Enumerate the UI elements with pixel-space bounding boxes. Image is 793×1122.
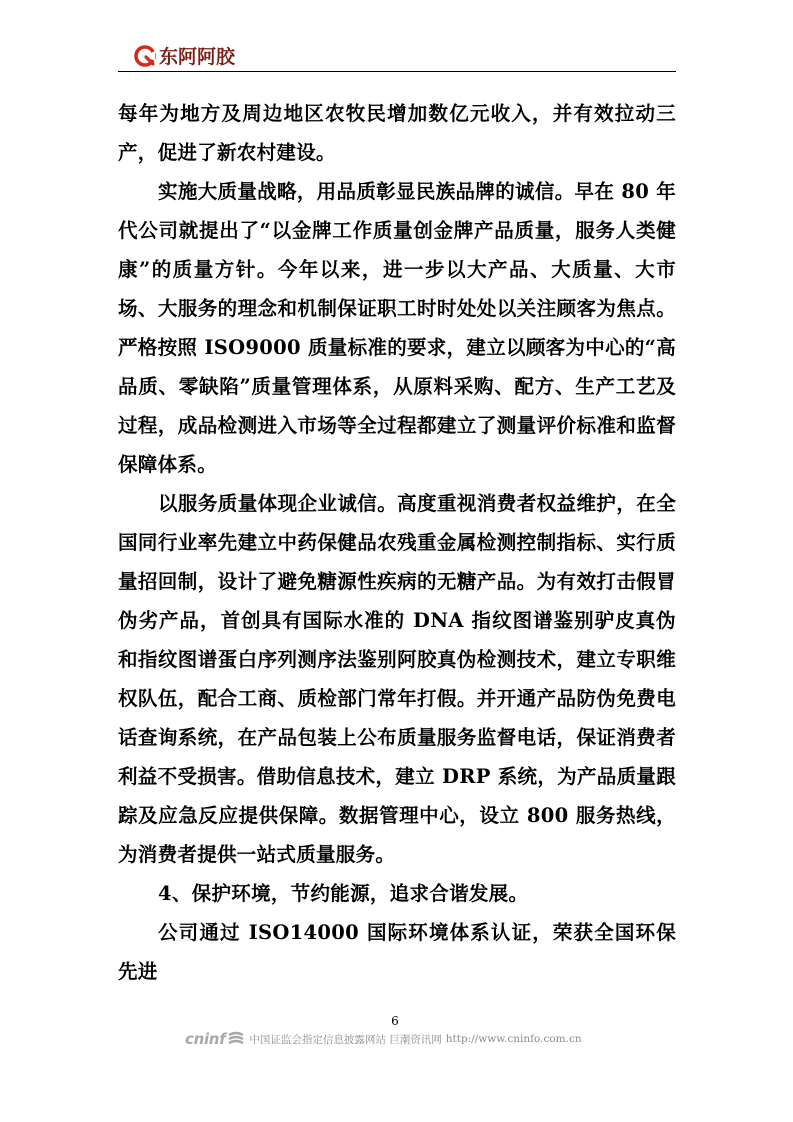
section-heading: 4、保护环境，节约能源，追求合谐发展。 bbox=[158, 882, 529, 905]
logo-text: 东阿阿胶 bbox=[159, 46, 236, 68]
dong-e-ejiao-logo-icon bbox=[134, 45, 156, 67]
paragraph: 每年为地方及周边地区农牧民增加数亿元收入，并有效拉动三产，促进了新农村建设。 bbox=[118, 102, 676, 164]
company-logo bbox=[134, 42, 235, 69]
footer-text: 中国证监会指定信息披露网站 巨潮资讯网 bbox=[249, 1033, 442, 1046]
page-footer bbox=[185, 1029, 582, 1049]
paragraph: 实施大质量战略，用品质彰显民族品牌的诚信。早在 80 年代公司就提出了“以金牌工作质量创金牌产品质量，服务人类健康”的质量方针。今年以来，进一步以大产品、大质量、大市场、大服务的理念和机制保证职工时时处处以关注顾客为焦点。严格按照 ISO9000 质量标准的要求，建立以顾客为中心的“高品质、零缺陷”质量管理体系，从原料采购、配方、生产工艺及过程，成品检测进入市场等全过程都建立了测量评价标准和监督保障体系。 bbox=[118, 180, 676, 476]
page-number: 6 bbox=[391, 1014, 399, 1028]
paragraph: 公司通过 ISO14000 国际环境体系认证，荣获全国环保先进 bbox=[118, 921, 676, 983]
footer-url[interactable]: http://www.cninfo.com.cn bbox=[445, 1033, 582, 1045]
footer-brand: cninf bbox=[185, 1030, 226, 1048]
document-body bbox=[118, 94, 676, 991]
paragraph: 以服务质量体现企业诚信。高度重视消费者权益维护，在全国同行业率先建立中药保健品农残重金属检测控制指标、实行质量招回制，设计了避免糖源性疾病的无糖产品。为有效打击假冒伪劣产品，首创具有国际水准的 DNA 指纹图谱鉴别驴皮真伪和指纹图谱蛋白序列测序法鉴别阿胶真伪检测技术，建立专职维权队伍，配合工商、质检部门常年打假。并开通产品防伪免费电话查询系统，在产品包装上公布质量服务监督电话，保证消费者利益不受损害。借助信息技术，建立 DRP 系统，为产品质量跟踪及应急反应提供保障。数据管理中心，设立 800 服务热线，为消费者提供一站式质量服务。 bbox=[118, 492, 676, 866]
page-header bbox=[118, 38, 676, 74]
cninfo-logo-icon bbox=[227, 1031, 245, 1047]
header-divider bbox=[118, 71, 676, 72]
